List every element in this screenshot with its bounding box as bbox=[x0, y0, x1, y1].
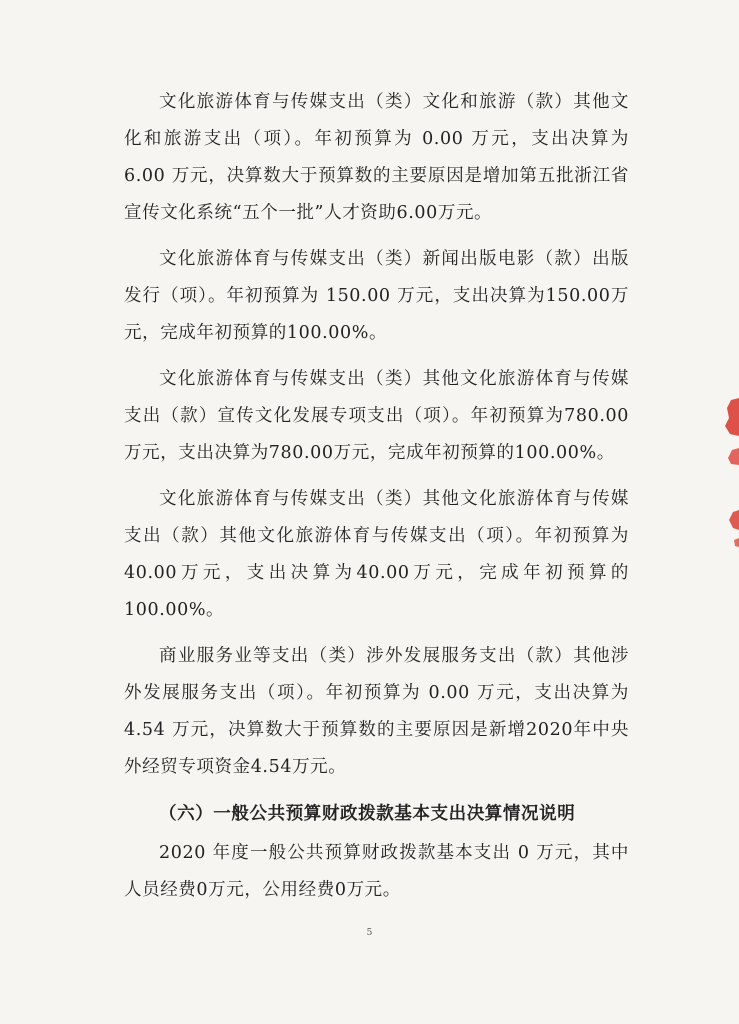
paragraph-commerce-services: 商业服务业等支出（类）涉外发展服务支出（款）其他涉外发展服务支出（项）。年初预算为 0.00 万元，支出决算为 4.54 万元，决算数大于预算数的主要原因是新增2020年中央外经贸专项资金4.54万元。 bbox=[124, 646, 629, 777]
document-body bbox=[124, 84, 629, 918]
paragraph-publishing: 文化旅游体育与传媒支出（类）新闻出版电影（款）出版发行（项）。年初预算为 150.00 万元，支出决算为150.00万元，完成年初预算的100.00%。 bbox=[124, 249, 629, 343]
page-number: 5 bbox=[366, 928, 373, 938]
paragraph-propaganda-fund: 文化旅游体育与传媒支出（类）其他文化旅游体育与传媒支出（款）宣传文化发展专项支出（项）。年初预算为780.00万元，支出决算为780.00万元，完成年初预算的100.00%。 bbox=[124, 369, 629, 463]
seal-stamp-edge-icon bbox=[717, 390, 739, 560]
paragraph-culture-media-other: 文化旅游体育与传媒支出（类）其他文化旅游体育与传媒支出（款）其他文化旅游体育与传媒支出（项）。年初预算为40.00万元，支出决算为40.00万元，完成年初预算的100.00%。 bbox=[124, 489, 629, 620]
paragraph-culture-other: 文化旅游体育与传媒支出（类）文化和旅游（款）其他文化和旅游支出（项）。年初预算为 0.00 万元，支出决算为 6.00 万元，决算数大于预算数的主要原因是增加第五批浙江省宣传文化系统“五个一批”人才资助6.00万元。 bbox=[124, 92, 629, 223]
section-heading: （六）一般公共预算财政拨款基本支出决算情况说明 bbox=[159, 804, 576, 824]
paragraph-basic-expenditure: 2020 年度一般公共预算财政拨款基本支出 0 万元，其中人员经费0万元，公用经费0万元。 bbox=[124, 843, 629, 900]
